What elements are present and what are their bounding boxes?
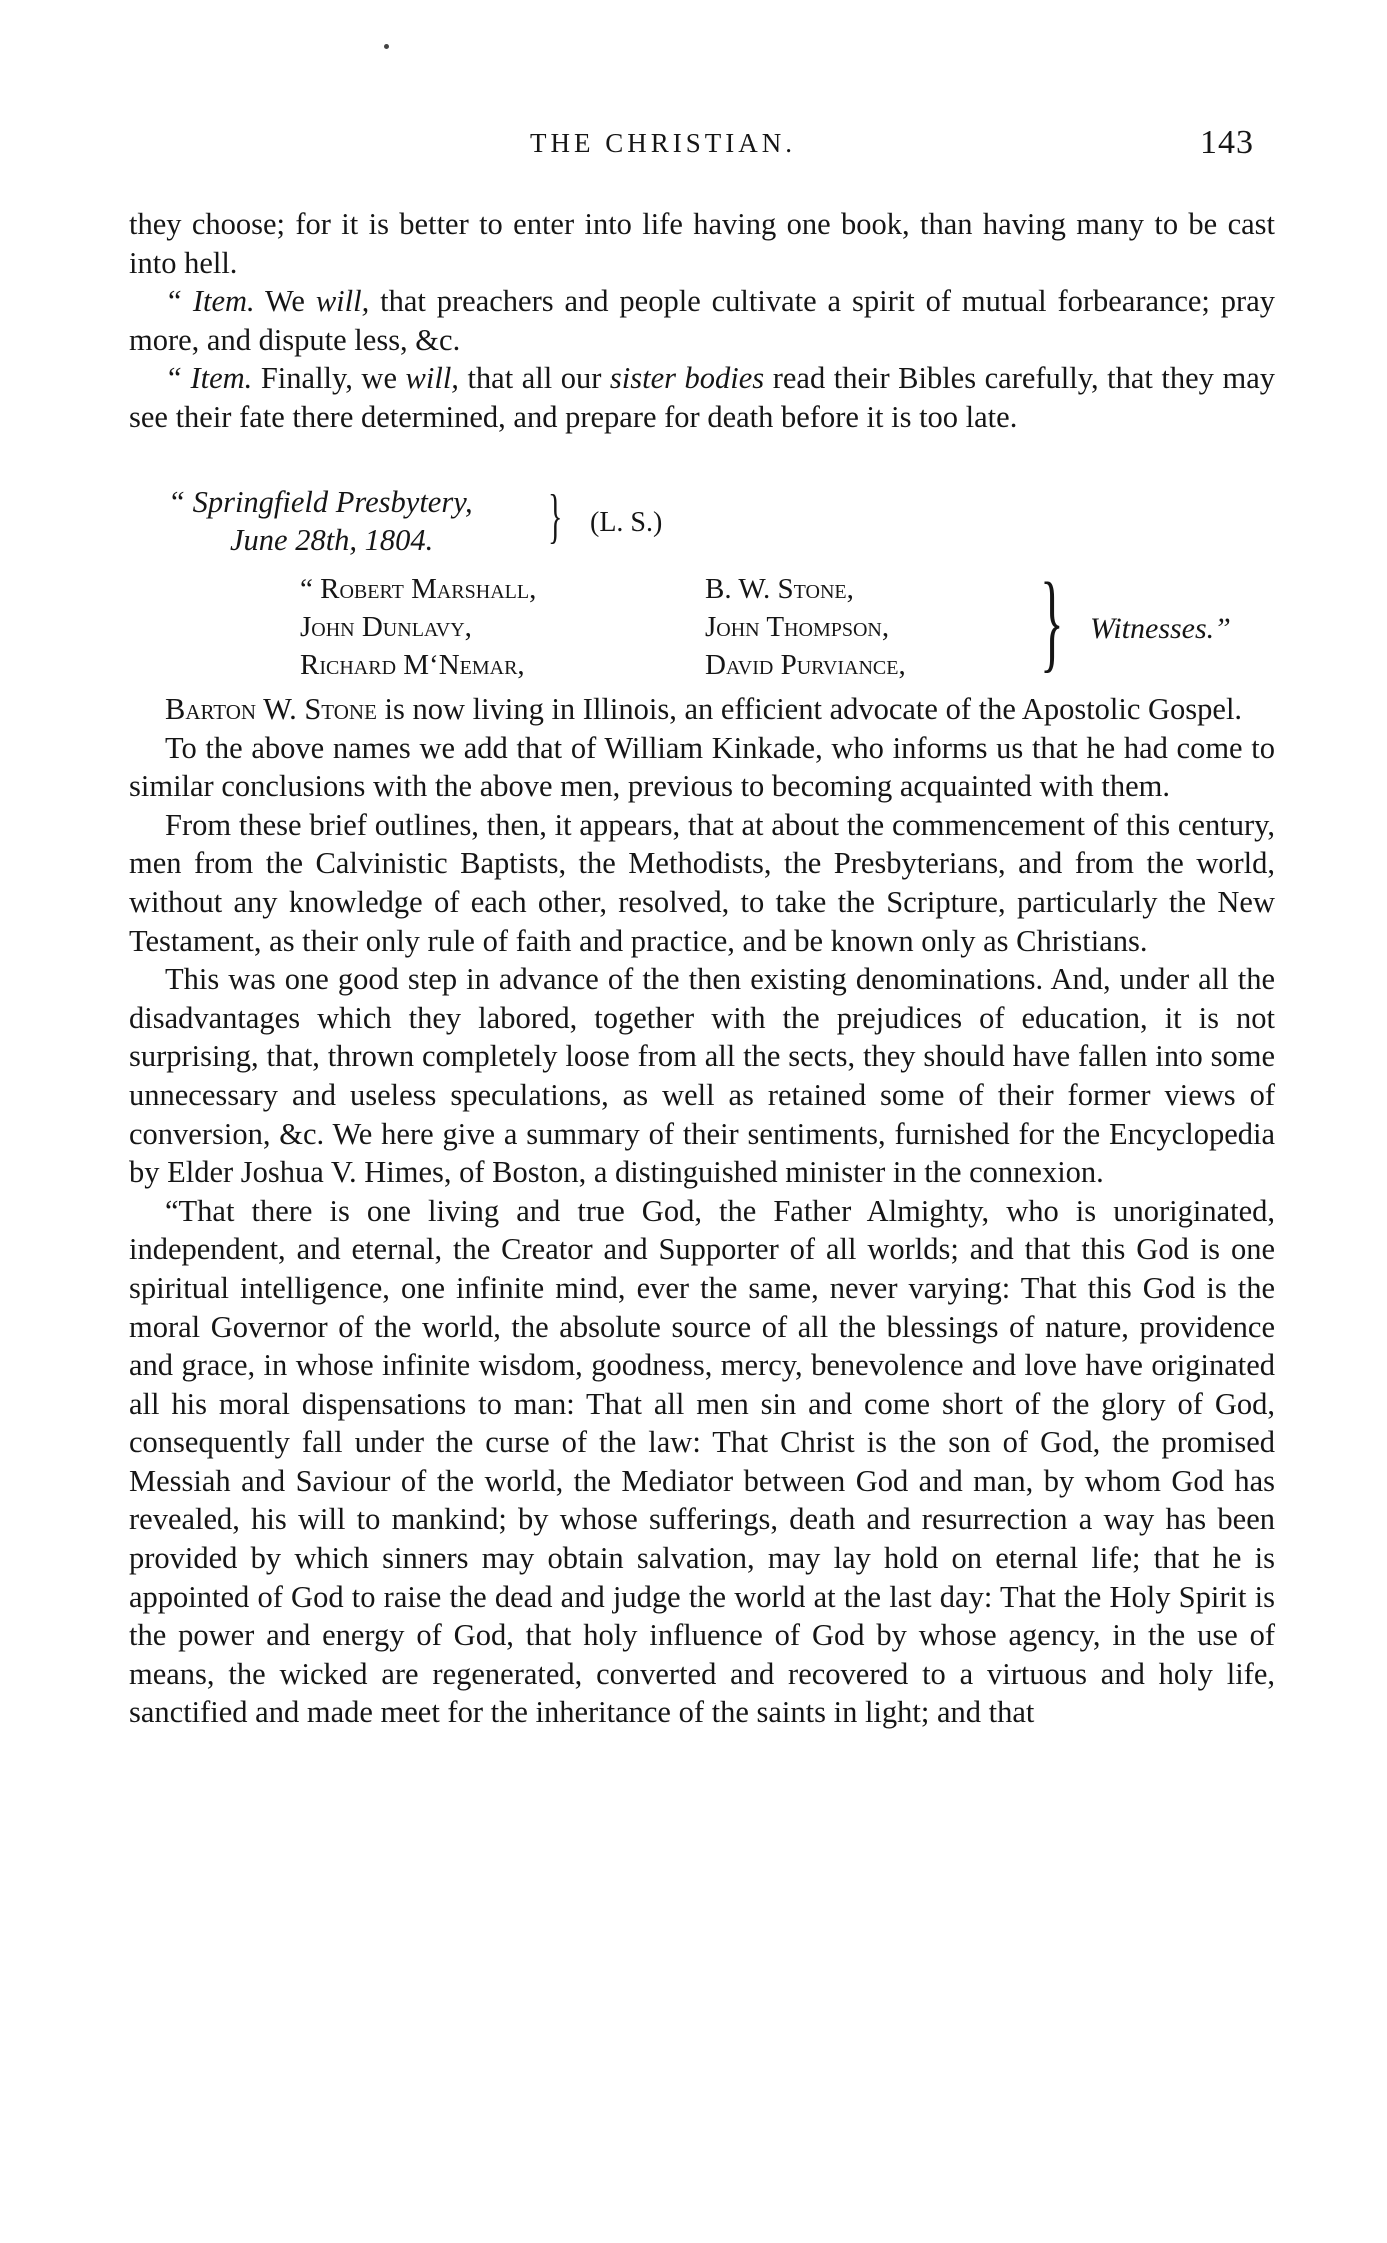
paragraph-item-2 (129, 359, 1275, 436)
page-number: 143 (1200, 124, 1254, 161)
item-label: “ Item. (165, 284, 255, 318)
signatory-name: “ Robert Marshall, (300, 573, 537, 605)
item-text: read their Bibles carefully, that they may see their fate there determined, and prepare for death before it is too late. (129, 361, 1275, 434)
paragraph-stone (129, 690, 1275, 729)
seal-mark: (L. S.) (590, 507, 663, 538)
signatory-name: Richard M‘Nemar, (300, 649, 525, 681)
signatory-name: David Purviance, (705, 649, 906, 681)
paragraph-text: is now living in Illinois, an efficient advocate of the Apostolic Gospel. (376, 692, 1243, 726)
paragraph-outlines: From these brief outlines, then, it appears, that at about the commencement of this century, men from the Calvinistic Baptists, the Methodists, the Presbyterians, and from the world, without any knowledge of each other, resolved, to take the Scripture, particularly the New Testament, as their only rule of faith and practice, and be known only as Christians. (129, 807, 1275, 958)
item-label: “ Item. (165, 361, 253, 395)
signatory-name: John Dunlavy, (300, 611, 472, 643)
item-will: will, (315, 284, 370, 318)
item-text: Finally, we (252, 361, 406, 395)
signatory-name: John Thompson, (705, 611, 890, 643)
item-text: We (254, 284, 316, 318)
paragraph-advance: This was one good step in advance of the then existing denominations. And, under all the disadvantages which they labored, together with the prejudices of education, it is not surprising, that, thrown completely loose from all the sects, they should have fallen into some unnecessary and useless speculations, as well as retained some of their former views of conversion, &c. We here give a summary of their sentiments, furnished for the Encyclopedia by Elder Joshua V. Himes, of Boston, a distinguished minister in the connexion. (129, 962, 1275, 1190)
name-barton-stone: Barton W. Stone (165, 692, 377, 726)
paragraph-item-1 (129, 282, 1275, 359)
body-text-top (129, 205, 1275, 436)
ink-dot-mark (384, 44, 389, 49)
paragraph-kinkade: To the above names we add that of William Kinkade, who informs us that he had come to similar conclusions with the above men, previous to becoming acquainted with them. (129, 730, 1275, 804)
running-head (0, 124, 1387, 168)
item-will: will, (405, 361, 459, 395)
item-text: that preachers and people cultivate a spirit of mutual forbearance; pray more, and dispute less, &c. (129, 284, 1275, 357)
presbytery-name: “ Springfield Presbytery, (168, 485, 473, 519)
running-title: THE CHRISTIAN. (530, 128, 796, 158)
signatories-column-1 (300, 570, 536, 684)
paragraph-creed: “That there is one living and true God, the Father Almighty, who is unoriginated, independent, and eternal, the Creator and Supporter of all worlds; and that this God is one spiritual intelligence, one infinite mind, ever the same, never varying: That this God is the moral Governor of the world, the absolute source of all the blessings of nature, providence and grace, in whose infinite wisdom, goodness, mercy, benevolence and love have originated all his moral dispensations to man: That all men sin and come short of the glory of God, consequently fall under the curse of the law: That Christ is the son of God, the promised Messiah and Saviour of the world, the Mediator between God and man, by whom God has revealed, his will to mankind; by whose sufferings, death and resurrection a way has been provided by which sinners may obtain salvation, may lay hold on eternal life; that he is appointed of God to raise the dead and judge the world at the last day: That the Holy Spirit is the power and energy of God, that holy influence of God by whose agency, in the use of means, the wicked are regenerated, converted and recovered to a virtuous and holy life, sanctified and made meet for the inheritance of the saints in light; and that (129, 1193, 1275, 1730)
signatory-name: B. W. Stone, (705, 573, 854, 605)
witnesses-label: Witnesses.” (1090, 612, 1231, 645)
item-sister-bodies: sister bodies (609, 361, 765, 395)
signing-date: June 28th, 1804. (230, 523, 434, 557)
body-text-main (129, 690, 1275, 1732)
brace-large: } (1040, 560, 1064, 682)
paragraph-1: they choose; for it is better to enter into life having one book, than having many to be cast into hell. (129, 207, 1275, 280)
signature-place-date (168, 483, 473, 559)
signatories-column-2 (705, 570, 906, 684)
brace-small: } (548, 483, 563, 549)
item-text: that all our (458, 361, 610, 395)
